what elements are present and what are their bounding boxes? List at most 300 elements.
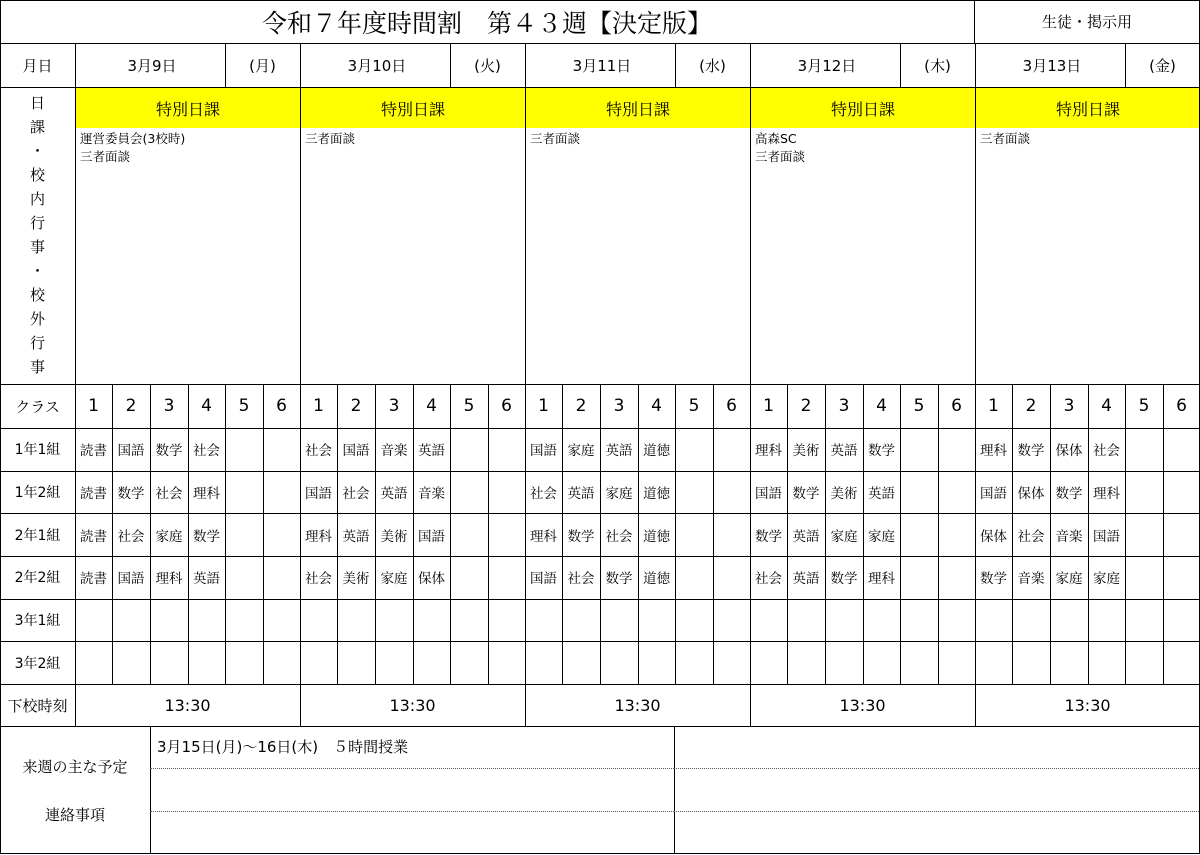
events-label-char: ・ xyxy=(29,142,45,160)
subject-cell: 数学 xyxy=(193,528,220,545)
period-number: 4 xyxy=(651,396,662,416)
day-weekday: (月) xyxy=(249,56,276,75)
subject-cell xyxy=(675,471,713,514)
subject-cell: 社会 xyxy=(530,485,557,502)
subject-cell xyxy=(900,641,938,684)
subject-cell xyxy=(900,556,938,599)
subject-cell: 社会 xyxy=(155,485,183,502)
subject-cell xyxy=(787,599,825,642)
date-row-label: 月日 xyxy=(22,56,53,75)
subject-cell xyxy=(1088,599,1125,642)
subject-cell: 英語 xyxy=(868,485,895,502)
subject-cell: 理科 xyxy=(530,528,557,545)
period-number: 2 xyxy=(575,396,587,416)
subject-cell xyxy=(488,471,525,514)
grid-line-v xyxy=(974,0,975,43)
grid-line-h xyxy=(0,726,1200,727)
dotted-line xyxy=(150,768,674,769)
subject-cell xyxy=(938,556,975,599)
subject-cell xyxy=(1163,556,1200,599)
dismissal-time: 13:30 xyxy=(1064,695,1111,715)
period-number: 2 xyxy=(1025,396,1037,416)
subject-cell xyxy=(375,599,413,642)
subject-cell xyxy=(150,641,188,684)
subject-cell: 道徳 xyxy=(643,443,670,460)
grid-line-v xyxy=(413,384,414,684)
subject-cell xyxy=(713,599,750,642)
grid-line-v xyxy=(75,43,76,726)
dotted-line xyxy=(674,811,1199,812)
events-label-char: 日 xyxy=(29,94,45,112)
subject-cell: 英語 xyxy=(605,443,633,460)
subject-cell xyxy=(112,599,150,642)
subject-cell: 美術 xyxy=(792,443,820,460)
subject-cell xyxy=(938,513,975,556)
subject-cell: 国語 xyxy=(342,443,370,460)
subject-cell: 読書 xyxy=(80,528,107,545)
period-number: 4 xyxy=(1101,396,1112,416)
subject-cell xyxy=(450,513,488,556)
subject-cell: 数学 xyxy=(830,571,858,588)
grid-line-v xyxy=(375,384,376,684)
grid-line-v xyxy=(450,43,451,87)
subject-cell: 理科 xyxy=(868,571,895,588)
subject-cell xyxy=(562,641,600,684)
day-date: 3月11日 xyxy=(572,56,632,75)
subject-cell xyxy=(337,641,375,684)
subject-cell: 美術 xyxy=(380,528,408,545)
class-header-label: クラス xyxy=(15,397,60,416)
class-name: 2年2組 xyxy=(14,570,61,587)
subject-cell xyxy=(750,641,787,684)
subject-cell xyxy=(188,599,225,642)
day-date: 3月13日 xyxy=(1022,56,1082,75)
class-name: 1年1組 xyxy=(14,442,61,459)
subject-cell: 英語 xyxy=(792,571,820,588)
grid-line-v xyxy=(225,43,226,87)
subject-cell xyxy=(225,641,263,684)
subject-cell: 美術 xyxy=(342,571,370,588)
subject-cell xyxy=(900,428,938,471)
day-events: 三者面談 xyxy=(305,131,356,146)
grid-line-v xyxy=(938,384,939,684)
subject-cell: 国語 xyxy=(755,485,782,502)
subject-cell xyxy=(900,471,938,514)
events-label-char: 事 xyxy=(29,358,45,376)
special-schedule-banner: 特別日課 xyxy=(976,88,1200,128)
special-schedule-banner: 特別日課 xyxy=(751,88,975,128)
day-weekday: (木) xyxy=(924,56,951,75)
subject-cell xyxy=(225,428,263,471)
grid-line-v xyxy=(112,384,113,684)
subject-cell: 保体 xyxy=(980,528,1007,545)
events-row-label xyxy=(0,87,75,384)
subject-cell: 英語 xyxy=(193,571,220,588)
grid-line-v xyxy=(1125,43,1126,87)
subject-cell: 国語 xyxy=(418,528,445,545)
grid-line-v xyxy=(525,43,526,726)
period-number: 1 xyxy=(763,396,774,416)
subject-cell: 理科 xyxy=(980,443,1007,460)
subject-cell xyxy=(1012,599,1050,642)
subject-cell: 英語 xyxy=(792,528,820,545)
subject-cell xyxy=(112,641,150,684)
grid-line-h xyxy=(0,87,1200,88)
subject-cell xyxy=(825,641,863,684)
grid-line-v xyxy=(450,384,451,684)
subject-cell: 数学 xyxy=(605,571,633,588)
period-number: 1 xyxy=(538,396,549,416)
subject-cell xyxy=(1125,599,1163,642)
grid-line-v xyxy=(1050,384,1051,684)
grid-line-v xyxy=(825,384,826,684)
subject-cell xyxy=(488,641,525,684)
period-number: 4 xyxy=(876,396,887,416)
subject-cell xyxy=(263,471,300,514)
subject-cell: 国語 xyxy=(305,485,332,502)
day-date: 3月9日 xyxy=(127,56,177,75)
subject-cell xyxy=(900,513,938,556)
subject-cell: 国語 xyxy=(117,443,145,460)
subject-cell xyxy=(1163,513,1200,556)
period-number: 6 xyxy=(951,396,962,416)
subject-cell xyxy=(263,641,300,684)
subject-cell xyxy=(300,599,337,642)
subject-cell xyxy=(300,641,337,684)
subject-cell xyxy=(1163,599,1200,642)
subject-cell xyxy=(938,599,975,642)
subject-cell: 音楽 xyxy=(418,485,445,502)
dismissal-label: 下校時刻 xyxy=(7,696,68,715)
subject-cell: 英語 xyxy=(380,485,408,502)
grid-line-v xyxy=(1088,384,1089,684)
period-number: 2 xyxy=(125,396,137,416)
subject-cell xyxy=(525,599,562,642)
grid-line-v xyxy=(713,384,714,684)
subject-cell xyxy=(713,556,750,599)
grid-line-v xyxy=(750,43,751,726)
subject-cell xyxy=(975,599,1012,642)
grid-line-h xyxy=(0,853,1200,854)
subject-cell: 社会 xyxy=(605,528,633,545)
grid-line-v xyxy=(562,384,563,684)
subject-cell: 理科 xyxy=(193,485,220,502)
subject-cell xyxy=(675,641,713,684)
subject-cell: 英語 xyxy=(418,443,445,460)
subject-cell: 社会 xyxy=(1093,443,1120,460)
events-label-char: 外 xyxy=(29,310,45,328)
subject-cell: 読書 xyxy=(80,485,107,502)
subject-cell: 家庭 xyxy=(380,571,408,588)
events-label-char: 行 xyxy=(29,334,45,352)
period-number: 5 xyxy=(463,396,475,416)
period-number: 2 xyxy=(800,396,812,416)
subject-cell: 美術 xyxy=(830,485,858,502)
subject-cell: 数学 xyxy=(755,528,782,545)
subject-cell xyxy=(225,513,263,556)
period-number: 1 xyxy=(313,396,324,416)
subject-cell: 理科 xyxy=(755,443,782,460)
subject-cell: 社会 xyxy=(1017,528,1045,545)
subject-cell xyxy=(1125,428,1163,471)
grid-line-v xyxy=(638,384,639,684)
special-schedule-banner: 特別日課 xyxy=(301,88,525,128)
subject-cell: 音楽 xyxy=(1017,571,1045,588)
period-number: 1 xyxy=(88,396,99,416)
subject-cell: 道徳 xyxy=(643,528,670,545)
subject-cell: 数学 xyxy=(980,571,1007,588)
subject-cell: 社会 xyxy=(755,571,782,588)
period-number: 6 xyxy=(501,396,512,416)
subject-cell: 社会 xyxy=(305,571,332,588)
subject-cell xyxy=(337,599,375,642)
grid-line-v xyxy=(300,43,301,726)
subject-cell xyxy=(1050,599,1088,642)
subject-cell xyxy=(488,428,525,471)
day-weekday: (金) xyxy=(1149,56,1176,75)
subject-cell: 社会 xyxy=(342,485,370,502)
grid-line-v xyxy=(900,384,901,684)
subject-cell: 理科 xyxy=(1093,485,1120,502)
subject-cell: 社会 xyxy=(193,443,220,460)
events-label-char: ・ xyxy=(29,262,45,280)
subject-cell xyxy=(713,428,750,471)
subject-cell xyxy=(713,513,750,556)
grid-line-v xyxy=(188,384,189,684)
grid-line-v xyxy=(150,726,151,854)
page-title: 令和７年度時間割 第４３週【決定版】 xyxy=(261,8,712,38)
subject-cell: 音楽 xyxy=(380,443,408,460)
subject-cell xyxy=(1012,641,1050,684)
grid-line-h xyxy=(0,0,1200,1)
subject-cell xyxy=(825,599,863,642)
next-week-label: 来週の主な予定 xyxy=(22,757,128,776)
day-events: 三者面談 xyxy=(530,131,581,146)
subject-cell xyxy=(1088,641,1125,684)
subject-cell xyxy=(863,599,900,642)
subject-cell: 英語 xyxy=(830,443,858,460)
class-name: 3年1組 xyxy=(14,613,61,629)
events-label-char: 校 xyxy=(29,166,45,184)
subject-cell xyxy=(900,599,938,642)
subject-cell: 数学 xyxy=(117,485,145,502)
events-label-char: 事 xyxy=(29,238,45,256)
day-date: 3月10日 xyxy=(347,56,407,75)
grid-line-v xyxy=(0,0,1,854)
subject-cell xyxy=(675,513,713,556)
subject-cell: 国語 xyxy=(530,571,557,588)
subject-cell xyxy=(1163,471,1200,514)
day-weekday: (火) xyxy=(474,56,501,75)
dismissal-time: 13:30 xyxy=(839,695,886,715)
subject-cell: 理科 xyxy=(155,571,183,588)
class-name: 3年2組 xyxy=(14,655,61,672)
period-number: 5 xyxy=(1138,396,1150,416)
subject-cell xyxy=(938,471,975,514)
special-schedule-banner: 特別日課 xyxy=(76,88,300,128)
period-number: 2 xyxy=(350,396,362,416)
subject-cell: 数学 xyxy=(567,528,595,545)
subject-cell xyxy=(675,599,713,642)
period-number: 5 xyxy=(688,396,700,416)
subject-cell xyxy=(675,428,713,471)
dismissal-time: 13:30 xyxy=(614,695,661,715)
day-date: 3月12日 xyxy=(797,56,857,75)
grid-line-v xyxy=(1012,384,1013,684)
period-number: 6 xyxy=(1176,396,1187,416)
subject-cell xyxy=(713,641,750,684)
subject-cell: 国語 xyxy=(980,485,1007,502)
period-number: 3 xyxy=(388,396,400,416)
subject-cell: 保体 xyxy=(1055,443,1083,460)
subject-cell: 家庭 xyxy=(868,528,895,545)
subject-cell xyxy=(413,641,450,684)
grid-line-v xyxy=(675,384,676,684)
subject-cell: 数学 xyxy=(792,485,820,502)
period-number: 3 xyxy=(613,396,625,416)
grid-line-v xyxy=(674,726,675,854)
subject-cell xyxy=(263,556,300,599)
subject-cell: 家庭 xyxy=(830,528,858,545)
audience-label: 生徒・掲示用 xyxy=(1041,13,1132,31)
subject-cell xyxy=(1163,428,1200,471)
subject-cell xyxy=(225,599,263,642)
subject-cell xyxy=(263,599,300,642)
grid-line-v xyxy=(337,384,338,684)
subject-cell xyxy=(488,599,525,642)
day-events: 三者面談 xyxy=(980,131,1031,146)
subject-cell xyxy=(750,599,787,642)
subject-cell: 読書 xyxy=(80,571,107,588)
events-label-char: 課 xyxy=(29,118,45,136)
subject-cell xyxy=(375,641,413,684)
subject-cell: 保体 xyxy=(1017,485,1045,502)
dotted-line xyxy=(150,811,674,812)
grid-line-h xyxy=(0,43,1200,44)
subject-cell: 英語 xyxy=(567,485,595,502)
period-number: 5 xyxy=(238,396,250,416)
day-events: 高森SC 三者面談 xyxy=(755,131,806,164)
subject-cell xyxy=(638,641,675,684)
subject-cell: 国語 xyxy=(530,443,557,460)
events-label-char: 行 xyxy=(29,214,45,232)
subject-cell xyxy=(450,428,488,471)
day-weekday: (水) xyxy=(699,56,726,75)
subject-cell: 保体 xyxy=(418,571,445,588)
subject-cell: 家庭 xyxy=(605,485,633,502)
subject-cell xyxy=(562,599,600,642)
period-number: 5 xyxy=(913,396,925,416)
subject-cell: 道徳 xyxy=(643,485,670,502)
events-label-char: 内 xyxy=(29,190,45,208)
period-number: 3 xyxy=(838,396,850,416)
subject-cell xyxy=(450,599,488,642)
grid-line-v xyxy=(863,384,864,684)
subject-cell xyxy=(188,641,225,684)
subject-cell: 数学 xyxy=(155,443,183,460)
subject-cell: 音楽 xyxy=(1055,528,1083,545)
grid-line-v xyxy=(675,43,676,87)
grid-line-v xyxy=(1125,384,1126,684)
period-number: 3 xyxy=(1063,396,1075,416)
subject-cell: 理科 xyxy=(305,528,332,545)
subject-cell xyxy=(75,599,112,642)
subject-cell xyxy=(600,641,638,684)
subject-cell xyxy=(413,599,450,642)
subject-cell xyxy=(488,556,525,599)
subject-cell xyxy=(263,428,300,471)
subject-cell: 読書 xyxy=(80,443,107,460)
grid-line-v xyxy=(225,384,226,684)
period-number: 4 xyxy=(201,396,212,416)
subject-cell xyxy=(525,641,562,684)
grid-line-v xyxy=(900,43,901,87)
subject-cell: 家庭 xyxy=(155,528,183,545)
subject-cell: 社会 xyxy=(305,443,332,460)
period-number: 6 xyxy=(276,396,287,416)
subject-cell xyxy=(787,641,825,684)
subject-cell: 数学 xyxy=(1017,443,1045,460)
subject-cell: 道徳 xyxy=(643,571,670,588)
dismissal-time: 13:30 xyxy=(389,695,436,715)
subject-cell xyxy=(450,556,488,599)
subject-cell xyxy=(263,513,300,556)
subject-cell xyxy=(638,599,675,642)
subject-cell xyxy=(938,641,975,684)
period-number: 4 xyxy=(426,396,437,416)
subject-cell: 数学 xyxy=(868,443,895,460)
subject-cell xyxy=(975,641,1012,684)
subject-cell xyxy=(675,556,713,599)
subject-cell: 家庭 xyxy=(567,443,595,460)
period-number: 3 xyxy=(163,396,175,416)
grid-line-v xyxy=(1163,384,1164,684)
subject-cell xyxy=(1125,513,1163,556)
subject-cell: 社会 xyxy=(117,528,145,545)
grid-line-v xyxy=(150,384,151,684)
subject-cell: 国語 xyxy=(1093,528,1120,545)
grid-line-v xyxy=(975,43,976,726)
grid-line-v xyxy=(488,384,489,684)
next-week-note: 3月15日(月)～16日(木) ５時間授業 xyxy=(157,738,409,756)
subject-cell xyxy=(1125,556,1163,599)
class-name: 1年2組 xyxy=(14,484,61,501)
special-schedule-banner: 特別日課 xyxy=(526,88,750,128)
dotted-line xyxy=(674,768,1199,769)
period-number: 1 xyxy=(988,396,999,416)
subject-cell xyxy=(450,471,488,514)
subject-cell: 国語 xyxy=(117,571,145,588)
subject-cell: 数学 xyxy=(1055,485,1083,502)
subject-cell xyxy=(863,641,900,684)
subject-cell xyxy=(713,471,750,514)
subject-cell xyxy=(488,513,525,556)
grid-line-h xyxy=(0,684,1200,685)
grid-line-v xyxy=(787,384,788,684)
subject-cell xyxy=(150,599,188,642)
subject-cell xyxy=(600,599,638,642)
subject-cell: 家庭 xyxy=(1055,571,1083,588)
grid-line-v xyxy=(600,384,601,684)
subject-cell xyxy=(75,641,112,684)
dismissal-time: 13:30 xyxy=(164,695,211,715)
class-name: 2年1組 xyxy=(14,527,61,544)
subject-cell xyxy=(1163,641,1200,684)
subject-cell xyxy=(450,641,488,684)
subject-cell xyxy=(225,471,263,514)
subject-cell xyxy=(225,556,263,599)
subject-cell: 社会 xyxy=(567,571,595,588)
